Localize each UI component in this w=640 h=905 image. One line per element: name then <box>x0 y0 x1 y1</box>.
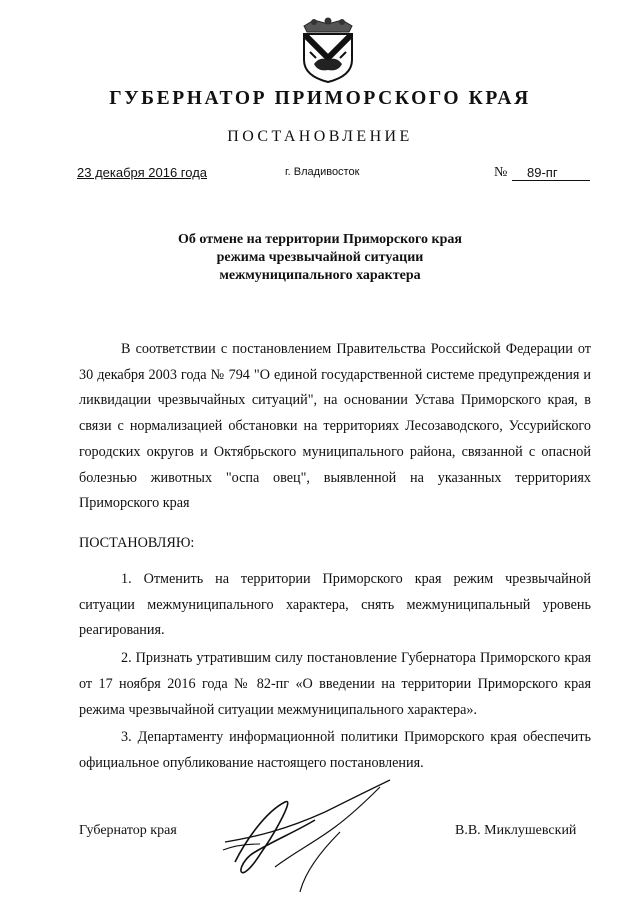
number-label: № <box>494 165 508 180</box>
document-city: г. Владивосток <box>285 166 360 178</box>
decree-item-3: 3. Департаменту информационной политики Приморского края обеспечить официальное опубликование настоящего постановления. <box>79 729 591 771</box>
document-title-line: режима чрезвычайной ситуации <box>216 250 424 265</box>
document-number: 89-пг <box>512 165 590 181</box>
document-title <box>0 231 640 285</box>
decree-word: ПОСТАНОВЛЯЮ: <box>79 535 195 551</box>
preamble <box>79 337 591 517</box>
signer-name: В.В. Миклушевский <box>455 823 577 838</box>
issuer-title: ГУБЕРНАТОР ПРИМОРСКОГО КРАЯ <box>109 88 531 109</box>
document-title-line: Об отмене на территории Приморского края <box>178 232 462 247</box>
decree-items <box>79 567 591 779</box>
document-date: 23 декабря 2016 года <box>77 165 208 180</box>
coat-of-arms-emblem <box>296 12 360 84</box>
preamble-paragraph: В соответствии с постановлением Правительства Российской Федерации от 30 декабря 2003 года № 794 "О единой государственной системе предупреждения и ликвидации чрезвычайных ситуаций", на основании Устава Приморского края, в связи с нормализацией обстановки на территориях Лесозаводского, Уссурийского городских округов и Октябрьского муниципального района, связанной с опасной болезнью животных "оспа овец", выявленной на указанных территориях Приморского края <box>79 341 591 512</box>
decree-item-2: 2. Признать утратившим силу постановление Губернатора Приморского края от 17 ноября 2016 года № 82-пг «О введении на территории Приморского края режима чрезвычайной ситуации межмуниципального характера». <box>79 650 591 718</box>
document-type: ПОСТАНОВЛЕНИЕ <box>227 128 413 145</box>
document-title-line: межмуниципального характера <box>219 268 421 283</box>
decree-item-1: 1. Отменить на территории Приморского края режим чрезвычайной ситуации межмуниципального характера, снять межмуниципальный уровень реагирования. <box>79 571 591 639</box>
handwritten-signature <box>205 772 415 902</box>
document-meta <box>0 165 640 185</box>
signer-position: Губернатор края <box>79 823 177 838</box>
